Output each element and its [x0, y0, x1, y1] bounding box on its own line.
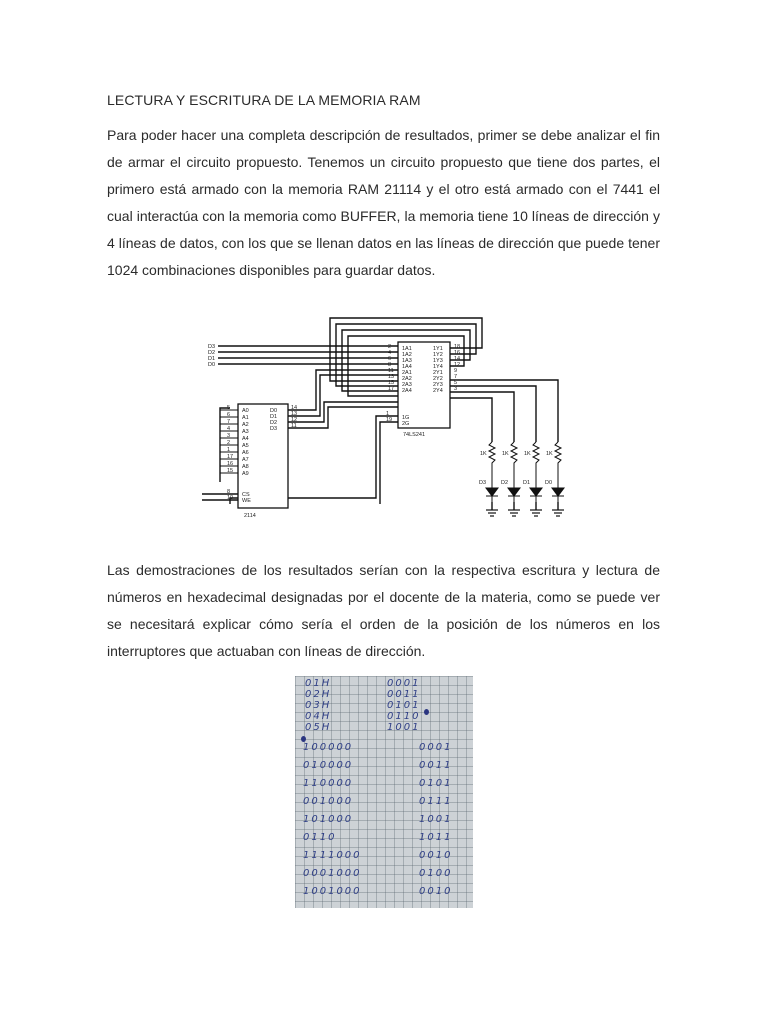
ram-address-pin-label: A5 [242, 443, 249, 449]
ram-data-pin-number: 11 [291, 423, 297, 429]
buffer-input-pin-number: 4 [388, 350, 392, 356]
data-input-label: D0 [208, 362, 216, 368]
ram-address-pin-number: 3 [227, 433, 231, 439]
ram-address-pin-number: 7 [227, 419, 231, 425]
buffer-input-pin-number: 11 [388, 368, 394, 374]
buffer-enable-label: 1G [402, 415, 410, 421]
address-value: 0110 [303, 832, 337, 843]
resistor-label: 1K [480, 451, 487, 457]
data-input-label: D3 [208, 344, 216, 350]
buffer-input-label: 2A3 [402, 382, 412, 388]
ram-control-pin-number: 10 [227, 495, 234, 501]
buffer-output-label: 1Y1 [433, 346, 443, 352]
address-value: 010000 [303, 760, 354, 771]
handwritten-notes-photo [295, 676, 473, 908]
buffer-enable-pin-number: 1 [386, 411, 390, 417]
buffer-output-pin-number: 16 [454, 350, 461, 356]
address-value: 1111000 [303, 850, 362, 861]
ram-address-pin-number: 1 [227, 447, 231, 453]
ram-address-pin-label: A0 [242, 408, 249, 414]
led-label: D1 [523, 480, 531, 486]
ram-address-pin-label: A9 [242, 471, 249, 477]
led-label: D3 [479, 480, 487, 486]
resistors [489, 442, 561, 480]
hex-value: 04H [305, 711, 332, 722]
binary-value: 0001 [387, 678, 421, 689]
address-value: 100000 [303, 742, 354, 753]
buffer-output-label: 2Y4 [433, 388, 443, 394]
resistor-label: 1K [502, 451, 509, 457]
resistor-label: 1K [524, 451, 531, 457]
data-value: 1001 [419, 814, 453, 825]
ram-address-pin-label: A6 [242, 450, 249, 456]
ink-dot [301, 736, 306, 742]
ram-chip-name: 2114 [244, 513, 256, 519]
buffer-output-pin-number: 3 [454, 386, 458, 392]
hex-value: 01H [305, 678, 332, 689]
ram-control-pin-label: WE [242, 498, 251, 504]
ram-address-pin-label: A3 [242, 429, 249, 435]
binary-value: 0101 [387, 700, 421, 711]
ram-control-pin-label: CS [242, 492, 250, 498]
ram-address-pin-number: 4 [227, 426, 231, 432]
led-label: D2 [501, 480, 509, 486]
ram-data-pin-number: 13 [291, 411, 298, 417]
ram-address-pin-label: A7 [242, 457, 249, 463]
ram-data-pin-label: D2 [270, 420, 278, 426]
buffer-output-label: 1Y2 [433, 352, 443, 358]
ground-symbols [486, 510, 564, 516]
led-label: D0 [545, 480, 553, 486]
buffer-input-label: 1A2 [402, 352, 412, 358]
buffer-input-label: 2A2 [402, 376, 412, 382]
ram-address-pin-number: 6 [227, 412, 231, 418]
buffer-output-label: 2Y3 [433, 382, 443, 388]
buffer-input-pin-number: 13 [388, 374, 395, 380]
data-value: 1011 [419, 832, 453, 843]
buffer-enable-pin-number: 19 [386, 417, 393, 423]
binary-value: 0110 [387, 711, 421, 722]
intro-paragraph: Para poder hacer una completa descripción de resultados, primer se debe analizar el fin de armar el circuito propuesto. Tenemos un circuito propuesto que tiene dos partes, el primero está armado con la memoria RAM 21114 y el otro está armado con el 7441 el cual interactúa con la memoria como BUFFER, la memoria tiene 10 líneas de dirección y 4 líneas de datos, con los que se llenan datos en las líneas de dirección que puede tener 1024 combinaciones disponibles para guardar datos. [107, 127, 660, 278]
ram-control-pin-number: 8 [227, 489, 231, 495]
buffer-input-pin-number: 17 [388, 386, 395, 392]
ram-data-pin-number: 14 [291, 405, 298, 411]
address-value: 101000 [303, 814, 354, 825]
buffer-input-label: 1A3 [402, 358, 412, 364]
ink-dot [424, 709, 429, 715]
buffer-output-label: 2Y1 [433, 370, 443, 376]
data-value: 0100 [419, 868, 453, 879]
buffer-input-pin-number: 2 [388, 344, 392, 350]
address-value: 001000 [303, 796, 354, 807]
hex-value: 03H [305, 700, 332, 711]
data-value: 0010 [419, 850, 453, 861]
hex-value: 05H [305, 722, 332, 733]
buffer-input-pin-number: 15 [388, 380, 395, 386]
binary-value: 1001 [387, 722, 421, 733]
buffer-input-label: 2A4 [402, 388, 412, 394]
data-value: 0101 [419, 778, 453, 789]
buffer-input-label: 1A4 [402, 364, 412, 370]
circuit-diagram [190, 310, 580, 535]
ram-data-pin-number: 12 [291, 417, 298, 423]
buffer-output-label: 1Y4 [433, 364, 443, 370]
data-value: 0111 [419, 796, 453, 807]
ram-address-pin-number: 5 [227, 405, 231, 411]
ram-address-pin-label: A1 [242, 415, 249, 421]
buffer-output-pin-number: 7 [454, 374, 458, 380]
resistor-label: 1K [546, 451, 553, 457]
buffer-chip-name: 74LS241 [403, 432, 426, 438]
binary-value: 0011 [387, 689, 421, 700]
buffer-input-label: 2A1 [402, 370, 412, 376]
section-heading: LECTURA Y ESCRITURA DE LA MEMORIA RAM [107, 92, 421, 108]
buffer-output-pin-number: 5 [454, 380, 458, 386]
ram-address-pin-number: 15 [227, 468, 234, 474]
data-value: 0010 [419, 886, 453, 897]
ram-data-pin-label: D0 [270, 408, 278, 414]
ram-address-pin-label: A4 [242, 436, 249, 442]
buffer-output-label: 1Y3 [433, 358, 443, 364]
buffer-input-pin-number: 6 [388, 356, 392, 362]
buffer-enable-label: 2G [402, 421, 410, 427]
buffer-output-label: 2Y2 [433, 376, 443, 382]
data-input-label: D1 [208, 356, 216, 362]
buffer-input-pin-number: 8 [388, 362, 392, 368]
buffer-output-pin-number: 18 [454, 344, 461, 350]
ram-address-pin-label: A8 [242, 464, 249, 470]
address-value: 110000 [303, 778, 354, 789]
results-paragraph: Las demostraciones de los resultados serían con la respectiva escritura y lectura de números en hexadecimal designadas por el docente de la materia, como se puede ver se necesitará explicar cómo sería el orden de la posición de los números en los interruptores que actuaban con líneas de dirección. [107, 562, 660, 659]
ram-data-pin-label: D3 [270, 426, 278, 432]
data-value: 0001 [419, 742, 453, 753]
ram-data-pin-label: D1 [270, 414, 278, 420]
address-value: 0001000 [303, 868, 362, 879]
buffer-input-label: 1A1 [402, 346, 412, 352]
buffer-output-pin-number: 12 [454, 362, 461, 368]
ram-address-pin-number: 16 [227, 461, 234, 467]
address-value: 1001000 [303, 886, 362, 897]
hex-value: 02H [305, 689, 332, 700]
buffer-output-pin-number: 14 [454, 356, 461, 362]
data-input-label: D2 [208, 350, 216, 356]
buffer-output-pin-number: 9 [454, 368, 458, 374]
ram-address-pin-number: 17 [227, 454, 234, 460]
ram-address-pin-label: A2 [242, 422, 249, 428]
data-value: 0011 [419, 760, 453, 771]
ram-address-pin-number: 2 [227, 440, 231, 446]
